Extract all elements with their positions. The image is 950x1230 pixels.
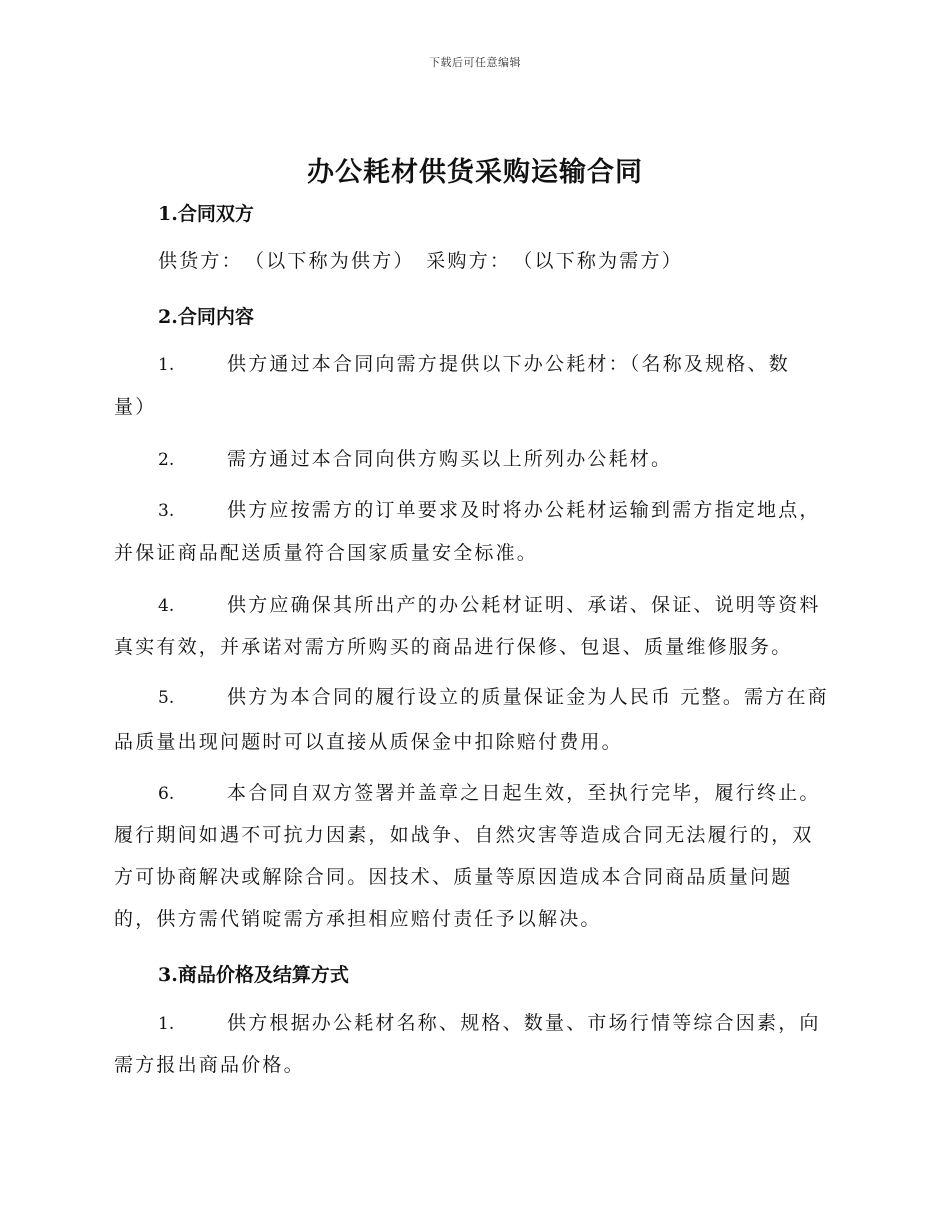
document-title: 办公耗材供货采购运输合同 <box>307 157 643 188</box>
item-text: 需方报出商品价格。 <box>114 1054 305 1076</box>
item-number: 3. <box>158 501 175 521</box>
item-number: 1. <box>158 1014 175 1034</box>
section-heading: 3.商品价格及结算方式 <box>158 964 349 986</box>
item-text: 真实有效，并承诺对需方所购买的商品进行保修、包退、质量维修服务。 <box>114 636 793 658</box>
item-number: 1. <box>158 355 175 375</box>
header-note: 下载后可任意编辑 <box>429 56 521 69</box>
item-text: 供方应按需方的订单要求及时将办公耗材运输到需方指定地点， <box>227 499 821 521</box>
item-text: 供方根据办公耗材名称、规格、数量、市场行情等综合因素，向 <box>227 1012 821 1034</box>
item-text: 的，供方需代销啶需方承担相应赔付责任予以解决。 <box>114 908 602 930</box>
item-text: 本合同自双方签署并盖章之日起生效，至执行完毕，履行终止。 <box>227 782 821 804</box>
item-text: 量） <box>114 396 157 418</box>
section-heading: 2.合同内容 <box>158 306 254 328</box>
item-text: 品质量出现问题时可以直接从质保金中扣除赔付费用。 <box>114 731 623 753</box>
item-number: 5. <box>158 688 175 708</box>
item-text: 供方通过本合同向需方提供以下办公耗材：（名称及规格、数 <box>227 353 790 375</box>
item-text: 供方应确保其所出产的办公耗材证明、承诺、保证、说明等资料 <box>227 594 821 616</box>
item-text: 供方为本合同的履行设立的质量保证金为人民币 元整。需方在商 <box>227 686 829 708</box>
item-text: 方可协商解决或解除合同。因技术、质量等原因造成本合同商品质量问题 <box>114 866 793 888</box>
section-heading: 1.合同双方 <box>158 203 254 225</box>
parties-line: 供货方： （以下称为供方） 采购方： （以下称为需方） <box>158 250 683 272</box>
item-text: 并保证商品配送质量符合国家质量安全标准。 <box>114 542 539 564</box>
item-text: 履行期间如遇不可抗力因素，如战争、自然灾害等造成合同无法履行的，双 <box>114 824 814 846</box>
item-number: 6. <box>158 784 175 804</box>
item-text: 需方通过本合同向供方购买以上所列办公耗材。 <box>227 448 673 470</box>
item-number: 4. <box>158 596 175 616</box>
item-number: 2. <box>158 450 175 470</box>
